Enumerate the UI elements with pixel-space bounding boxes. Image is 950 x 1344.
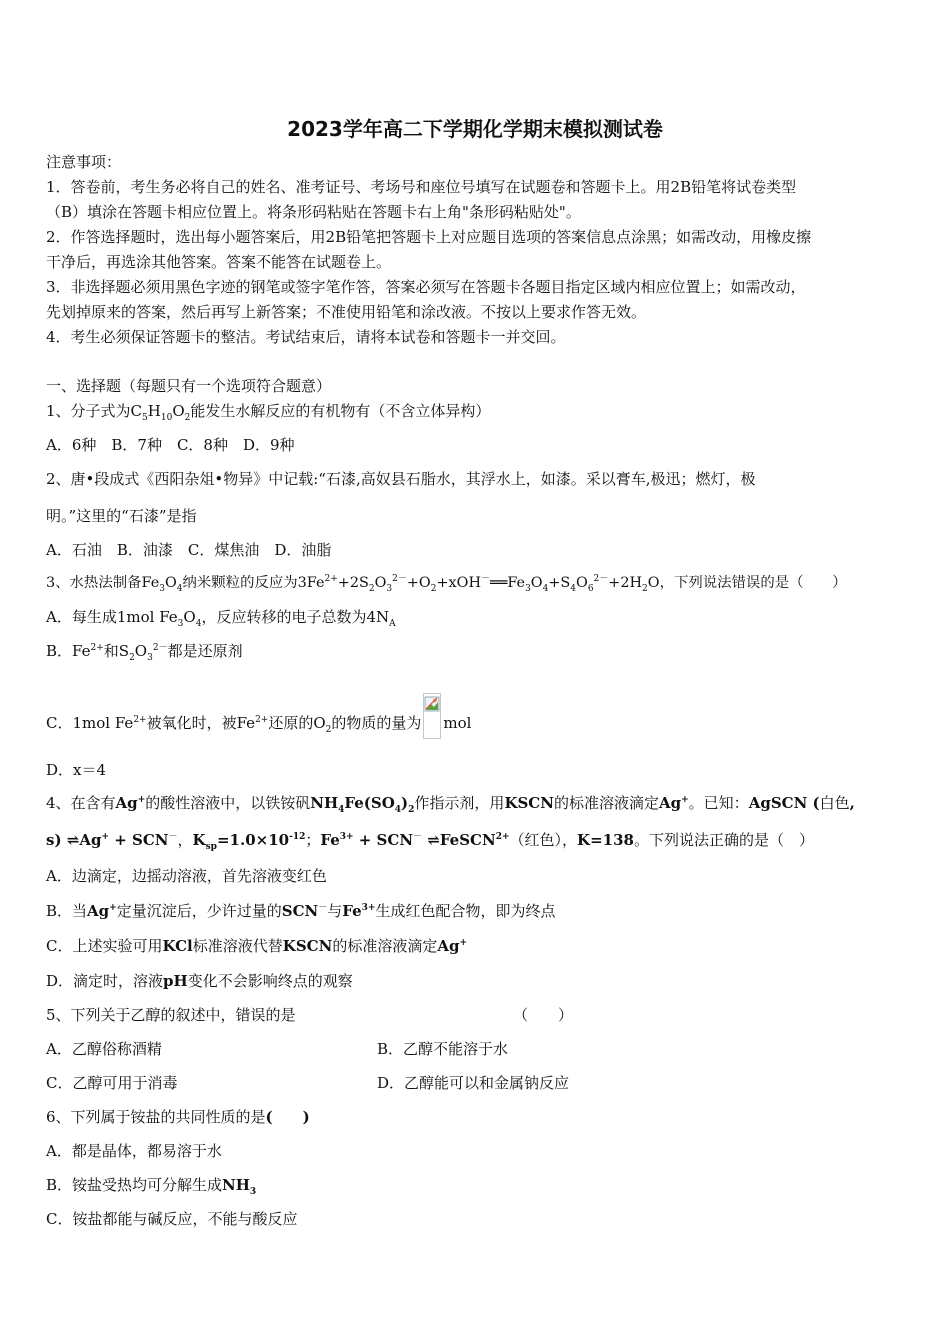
question-1-stem: 1、分子式为$C_5H_{10}O_2$能发生水解反应的有机物有（不含立体异构） bbox=[46, 402, 491, 423]
broken-image-icon bbox=[423, 693, 441, 739]
notice-line: 3．非选择题必须用黑色字迹的钢笔或签字笔作答，答案必须写在答题卡各题目指定区域内相应位置上；如需改动， bbox=[46, 278, 806, 296]
question-5-stem: 5、下列关于乙醇的叙述中，错误的是 bbox=[46, 1006, 296, 1024]
question-6-stem: 6、下列属于铵盐的共同性质的是( ) bbox=[46, 1108, 310, 1126]
question-3-option-a: A．每生成1mol $Fe_3O_4$，反应转移的电子总数为$4N_A$ bbox=[46, 608, 396, 629]
question-5-option-c: C．乙醇可用于消毒 bbox=[46, 1074, 178, 1092]
notice-line: 2．作答选择题时，选出每小题答案后，用2B铅笔把答题卡上对应题目选项的答案信息点涂黑；如需改动，用橡皮擦 bbox=[46, 228, 812, 246]
notice-line: （B）填涂在答题卡相应位置上。将条形码粘贴在答题卡右上角"条形码粘贴处"。 bbox=[46, 203, 581, 221]
notice-line: 先划掉原来的答案，然后再写上新答案；不准使用铅笔和涂改液。不按以上要求作答无效。 bbox=[46, 303, 647, 321]
question-3-option-b: B．$Fe^{2+}$和$S_2O_3^{2-}$都是还原剂 bbox=[46, 642, 243, 663]
page-title: 2023学年高二下学期化学期末模拟测试卷 bbox=[287, 117, 663, 141]
question-1-options: A．6种 B．7种 C．8种 D．9种 bbox=[46, 436, 295, 454]
question-6-option-a: A．都是晶体，都易溶于水 bbox=[46, 1142, 222, 1160]
question-6-option-b: B．铵盐受热均可分解生成$NH_3$ bbox=[46, 1176, 257, 1197]
question-4-option-c: C．上述实验可用KCl标准溶液代替KSCN的标准溶液滴定Ag+ bbox=[46, 937, 468, 955]
question-2-stem-cont: 明。”这里的“石漆”是指 bbox=[46, 507, 197, 525]
question-5-option-b: B．乙醇不能溶于水 bbox=[377, 1040, 509, 1058]
answer-bracket: （ ） bbox=[513, 1006, 574, 1024]
question-4-stem-cont: s) ⇌Ag+ + SCN－，$K_{sp}=1.0\times 10^{-12}$；$Fe^{3+} + SCN^-$ ⇌FeSCN$^{2+}$（红色），K=138。下列说法正确的是（ ） bbox=[46, 831, 814, 852]
question-3-option-c: C．1mol $Fe^{2+}$被氧化时，被$Fe^{2+}$还原的$O_2$的物质的量为 mol bbox=[46, 701, 471, 747]
question-2-stem: 2、唐•段成式《西阳杂俎•物异》中记载:“石漆,高奴县石脂水，其浮水上，如漆。采以膏车,极迅；燃灯，极 bbox=[46, 470, 756, 488]
question-4-stem: 4、在含有Ag+的酸性溶液中，以铁铵矾$NH_4Fe(SO_4)_2$作指示剂，用KSCN的标准溶液滴定Ag+。已知：AgSCN (白色, bbox=[46, 794, 855, 815]
question-3-option-d: D．x＝4 bbox=[46, 761, 107, 779]
question-5-option-a: A．乙醇俗称酒精 bbox=[46, 1040, 162, 1058]
notice-heading: 注意事项： bbox=[46, 153, 122, 171]
question-6-option-c: C．铵盐都能与碱反应，不能与酸反应 bbox=[46, 1210, 298, 1228]
question-4-option-a: A．边滴定，边摇动溶液，首先溶液变红色 bbox=[46, 867, 327, 885]
question-4-option-d: D．滴定时，溶液pH变化不会影响终点的观察 bbox=[46, 972, 353, 990]
notice-line: 4．考生必须保证答题卡的整洁。考试结束后，请将本试卷和答题卡一并交回。 bbox=[46, 328, 566, 346]
question-5-option-d: D．乙醇能可以和金属钠反应 bbox=[377, 1074, 570, 1092]
section-heading: 一、选择题（每题只有一个选项符合题意） bbox=[46, 377, 332, 395]
question-2-options: A．石油 B．油漆 C．煤焦油 D．油脂 bbox=[46, 541, 332, 559]
question-3-stem: 3、水热法制备$Fe_3O_4$纳米颗粒的反应为$3Fe^{2+}+2S_2O_3^{2-}+O_2+xOH^-══Fe_3O_4+S_4O_6^{2-}+2H_2O$，下列说法错误的是（ ） bbox=[46, 574, 847, 594]
notice-line: 干净后，再选涂其他答案。答案不能答在试题卷上。 bbox=[46, 253, 392, 271]
notice-line: 1．答卷前，考生务必将自己的姓名、准考证号、考场号和座位号填写在试题卷和答题卡上。用2B铅笔将试卷类型 bbox=[46, 178, 797, 196]
question-4-option-b: B．当Ag+定量沉淀后，少许过量的SCN－与$Fe^{3+}$生成红色配合物，即为终点 bbox=[46, 902, 556, 920]
